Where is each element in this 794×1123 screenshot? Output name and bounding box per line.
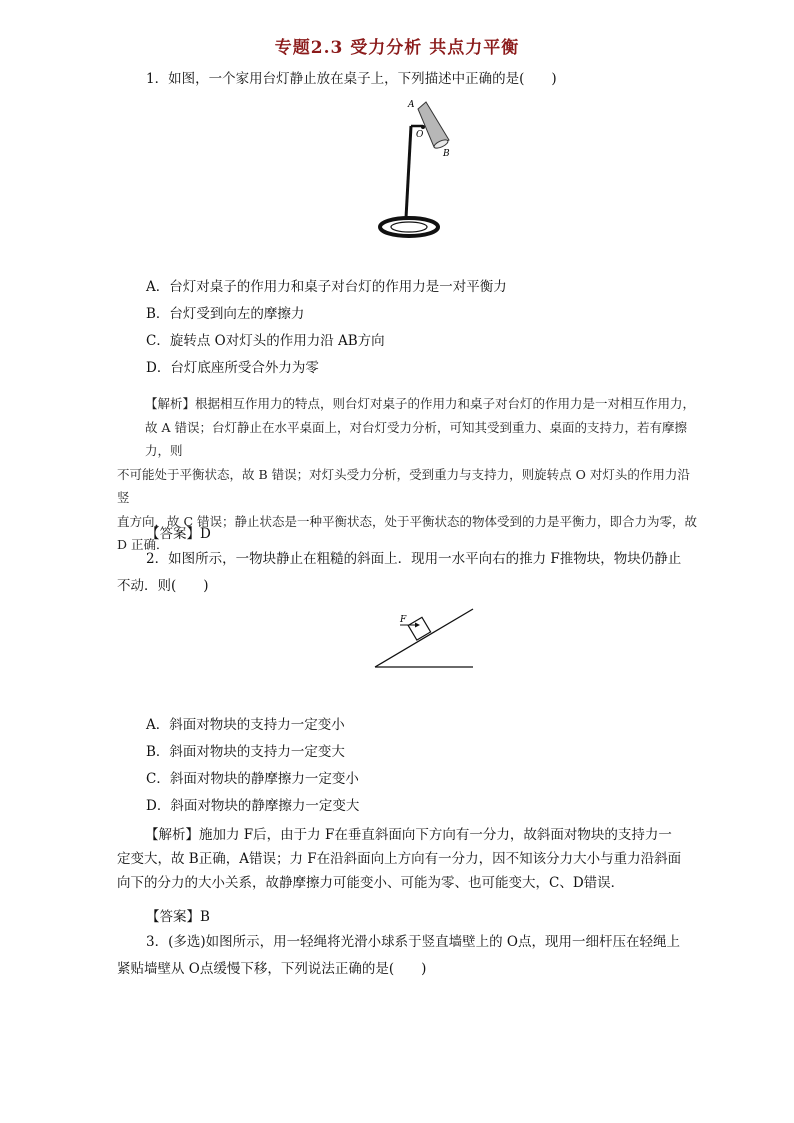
q2-stem-line2: 不动．则( ) <box>117 578 209 594</box>
q3-stem-line2: 紧贴墙壁从 O点缓慢下移，下列说法正确的是( ) <box>117 961 427 977</box>
q2-analysis-line: 【解析】施加力 F后，由于力 F在垂直斜面向下方向有一分力，故斜面对物块的支持力一 <box>145 827 672 843</box>
q2-analysis-line: 定变大，故 B正确，A错误；力 F在沿斜面向上方向有一分力，因不知该分力大小与重力沿斜面 <box>117 851 682 867</box>
q1-analysis-line: 不可能处于平衡状态，故 B 错误；对灯头受力分析，受到重力与支持力，则旋转点 O 对灯头的作用力沿竖 <box>117 466 690 505</box>
q2-option-b: B．斜面对物块的支持力一定变大 <box>146 744 345 760</box>
q2-option-c: C．斜面对物块的静摩擦力一定变小 <box>146 771 359 787</box>
q1-analysis-line: 【解析】根据相互作用力的特点，则台灯对桌子的作用力和桌子对台灯的作用力是一对相互作用力， <box>145 396 696 411</box>
q1-answer: 【答案】D <box>146 526 211 542</box>
q1-analysis-line: 故 A 错误；台灯静止在水平桌面上，对台灯受力分析，可知其受到重力、桌面的支持力，若有摩擦力，则 <box>145 419 687 458</box>
label-O: O <box>416 130 424 140</box>
q3-stem-line1: 3．(多选)如图所示，用一轻绳将光滑小球系于竖直墙壁上的 O点，现用一细杆压在轻绳上 <box>146 934 680 950</box>
q1-option-a: A．台灯对桌子的作用力和桌子对台灯的作用力是一对平衡力 <box>146 279 507 295</box>
label-F: F <box>400 615 407 625</box>
q1-analysis-line: D 正确． <box>117 537 169 552</box>
q2-analysis-line: 向下的分力的大小关系，故静摩擦力可能变小、可能为零、也可能变大，C、D错误． <box>117 875 625 891</box>
q2-option-d: D．斜面对物块的静摩擦力一定变大 <box>146 798 360 814</box>
label-A: A <box>408 100 415 110</box>
q2-option-a: A．斜面对物块的支持力一定变小 <box>146 717 345 733</box>
q1-analysis-line: 直方向，故 C 错误；静止状态是一种平衡状态，处于平衡状态的物体受到的力是平衡力，即合力为零，故 <box>117 513 698 529</box>
q1-option-d: D．台灯底座所受合外力为零 <box>146 360 319 376</box>
q2-stem-line1: 2．如图所示，一物块静止在粗糙的斜面上．现用一水平向右的推力 F推物块，物块仍静止 <box>146 551 682 567</box>
q1-option-b: B．台灯受到向左的摩擦力 <box>146 306 305 322</box>
q2-answer: 【答案】B <box>146 909 210 925</box>
q1-stem: 1．如图，一个家用台灯静止放在桌子上，下列描述中正确的是( ) <box>146 71 557 87</box>
incline-block-figure <box>370 605 480 675</box>
label-B: B <box>443 149 450 159</box>
q2-analysis <box>117 823 702 895</box>
page-title: 专题2.3 受力分析 共点力平衡 <box>274 38 520 58</box>
q1-option-c: C．旋转点 O对灯头的作用力沿 AB方向 <box>146 333 385 349</box>
desk-lamp-figure <box>372 96 472 246</box>
